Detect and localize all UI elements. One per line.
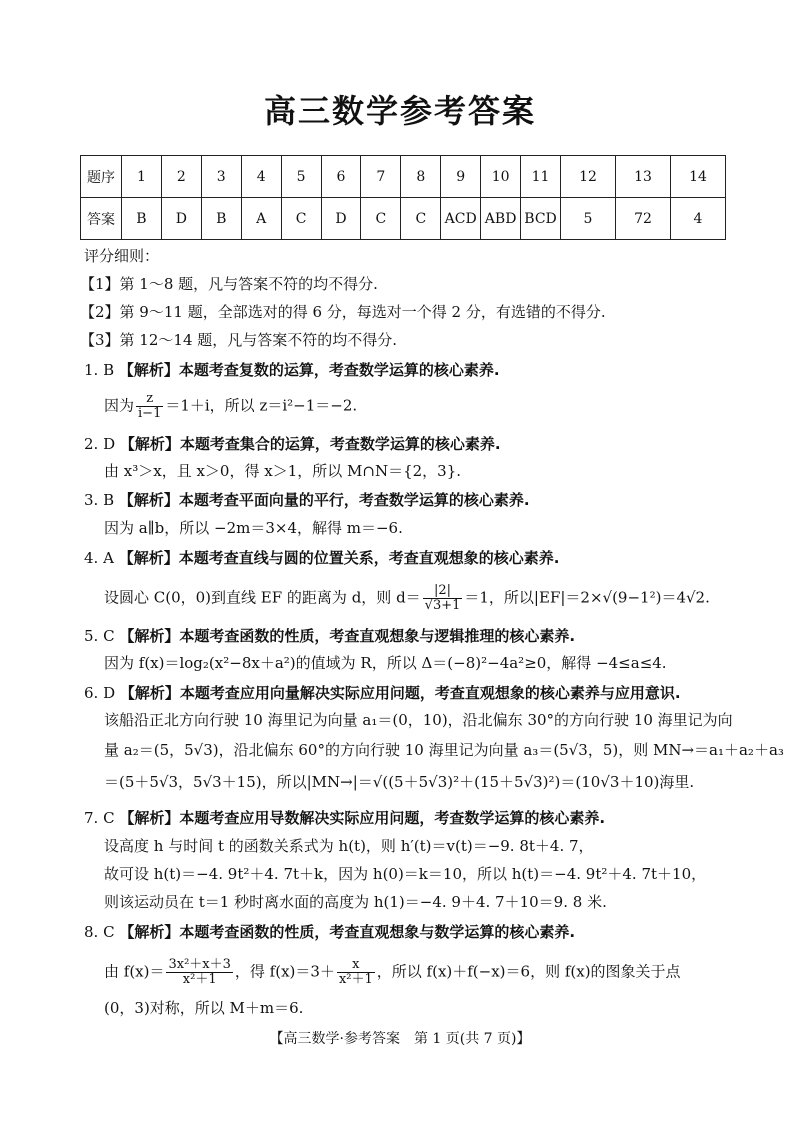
q8-analysis-label: 【解析】本题考查函数的性质，考查直观想象与数学运算的核心素养. — [119, 923, 576, 941]
q5-answer: 5. C — [84, 627, 115, 645]
rule-3: 【3】第 12～14 题，凡与答案不符的均不得分. — [80, 331, 398, 349]
question-number: 10 — [481, 156, 521, 198]
q4-heading — [84, 548, 559, 568]
q3-answer: 3. B — [84, 491, 115, 509]
q1-solution — [104, 392, 357, 421]
q7-solution-line-2: 故可设 h(t)＝−4. 9t²＋4. 7t＋k，因为 h(0)＝k＝10，所以 h(t)＝−4. 9t²＋4. 7t＋10， — [104, 865, 707, 883]
question-number: 2 — [161, 156, 201, 198]
q8-solution-line-2: (0，3)对称，所以 M＋m＝6. — [104, 999, 304, 1017]
q2-analysis-label: 【解析】本题考查集合的运算，考查数学运算的核心素养. — [119, 435, 501, 453]
q2-answer: 2. D — [84, 435, 116, 453]
q1-heading — [84, 360, 500, 380]
rule-1: 【1】第 1～8 题，凡与答案不符的均不得分. — [80, 275, 378, 293]
question-number: 7 — [361, 156, 401, 198]
answer-table — [80, 155, 726, 240]
q6-analysis-label: 【解析】本题考查应用向量解决实际应用问题，考查直观想象的核心素养与应用意识. — [119, 684, 681, 702]
q6-solution-line-3: ＝(5＋5√3，5√3＋15)，所以|MN→|＝√((5＋5√3)²＋(15＋5√3)²)＝(10√3＋10)海里. — [104, 773, 695, 791]
question-number: 12 — [561, 156, 616, 198]
q7-answer: 7. C — [84, 809, 115, 827]
answer-row — [81, 198, 726, 240]
q8-answer: 8. C — [84, 923, 115, 941]
answer-cell: D — [321, 198, 361, 240]
q4-text: 设圆心 C(0，0)到直线 EF 的距离为 d，则 d＝ — [104, 588, 421, 607]
answer-cell: A — [241, 198, 281, 240]
q6-answer: 6. D — [84, 684, 116, 702]
row-header-number: 题序 — [81, 156, 122, 198]
q5-analysis-label: 【解析】本题考查函数的性质，考查直观想象与逻辑推理的核心素养. — [119, 627, 576, 645]
q6-solution-line-1: 该船沿正北方向行驶 10 海里记为向量 a₁＝(0，10)，沿北偏东 30°的方向行驶 10 海里记为向 — [104, 711, 733, 729]
q5-heading — [84, 626, 575, 646]
q4-answer: 4. A — [84, 549, 114, 567]
question-number: 8 — [401, 156, 441, 198]
fraction-denominator: i−1 — [138, 406, 162, 421]
q6-solution-line-2: 量 a₂＝(5，5√3)，沿北偏东 60°的方向行驶 10 海里记为向量 a₃＝(5√3，5)，则 MN→＝a₁＋a₂＋a₃ — [104, 741, 784, 759]
page-title: 高三数学参考答案 — [263, 92, 536, 130]
q3-analysis-label: 【解析】本题考查平面向量的平行，考查数学运算的核心素养. — [118, 491, 530, 509]
question-number-row — [81, 156, 726, 198]
q7-solution-line-1: 设高度 h 与时间 t 的函数关系式为 h(t)，则 h′(t)＝v(t)＝−9. 8t＋4. 7， — [104, 837, 594, 855]
fraction-denominator: √3+1 — [424, 598, 461, 613]
fraction-numerator: x — [337, 958, 375, 973]
question-number: 5 — [281, 156, 321, 198]
question-number: 4 — [241, 156, 281, 198]
q1-text: 因为 — [104, 396, 135, 415]
q4-solution — [104, 584, 710, 613]
rules-heading: 评分细则： — [84, 247, 160, 265]
q2-heading — [84, 434, 501, 454]
q4-analysis-label: 【解析】本题考查直线与圆的位置关系，考查直观想象的核心素养. — [118, 549, 560, 567]
answer-cell: C — [401, 198, 441, 240]
q7-heading — [84, 808, 605, 828]
answer-cell: ABD — [481, 198, 521, 240]
q8-text: 由 f(x)＝ — [104, 962, 165, 981]
question-number: 3 — [201, 156, 241, 198]
q6-heading — [84, 683, 681, 703]
rule-2: 【2】第 9～11 题，全部选对的得 6 分，每选对一个得 2 分，有选错的不得分. — [80, 303, 606, 321]
q8-fraction — [337, 958, 375, 987]
question-number: 6 — [321, 156, 361, 198]
question-number: 11 — [521, 156, 561, 198]
q4-fraction — [423, 584, 463, 613]
q8-fraction — [166, 958, 232, 987]
q4-text: ＝1，所以|EF|＝2×√(9−1²)＝4√2. — [464, 588, 710, 607]
row-header-answer: 答案 — [81, 198, 122, 240]
q7-solution-line-3: 则该运动员在 t＝1 秒时离水面的高度为 h(1)＝−4. 9＋4. 7＋10＝9. 8 米. — [104, 893, 607, 911]
q8-text: ，所以 f(x)＋f(−x)＝6，则 f(x)的图象关于点 — [376, 962, 681, 981]
question-number: 9 — [441, 156, 481, 198]
question-number: 13 — [616, 156, 671, 198]
q5-solution: 因为 f(x)＝log₂(x²−8x＋a²)的值域为 R，所以 Δ＝(−8)²−4a²≥0，解得 −4≤a≤4. — [104, 654, 667, 672]
answer-cell: C — [281, 198, 321, 240]
answer-cell: 4 — [671, 198, 726, 240]
q1-analysis-label: 【解析】本题考查复数的运算，考查数学运算的核心素养. — [118, 361, 500, 379]
q3-heading — [84, 490, 530, 510]
fraction-denominator: x²＋1 — [182, 972, 217, 987]
q1-text: ＝1＋i，所以 z＝i²−1＝−2. — [165, 396, 358, 415]
fraction-numerator: |2| — [423, 584, 463, 599]
q8-solution-line-1 — [104, 958, 681, 987]
fraction-denominator: x²＋1 — [338, 972, 373, 987]
question-number: 14 — [671, 156, 726, 198]
answer-cell: B — [201, 198, 241, 240]
question-number: 1 — [122, 156, 162, 198]
answer-cell: 5 — [561, 198, 616, 240]
q3-solution: 因为 a∥b，所以 −2m＝3×4，解得 m＝−6. — [104, 519, 403, 537]
q2-solution: 由 x³＞x，且 x＞0，得 x＞1，所以 M∩N＝{2，3}. — [104, 462, 462, 480]
answer-cell: C — [361, 198, 401, 240]
q1-fraction — [136, 392, 163, 421]
q7-analysis-label: 【解析】本题考查应用导数解决实际应用问题，考查数学运算的核心素养. — [119, 809, 606, 827]
page-footer: 【高三数学·参考答案 第 1 页(共 7 页)】 — [269, 1031, 531, 1047]
q8-heading — [84, 922, 575, 942]
answer-cell: ACD — [441, 198, 481, 240]
q8-text: ，得 f(x)＝3＋ — [234, 962, 335, 981]
fraction-numerator: 3x²＋x＋3 — [168, 957, 231, 972]
answer-cell: D — [161, 198, 201, 240]
fraction-numerator: z — [136, 392, 163, 407]
q1-answer: 1. B — [84, 361, 115, 379]
answer-cell: BCD — [521, 198, 561, 240]
answer-cell: B — [122, 198, 162, 240]
answer-cell: 72 — [616, 198, 671, 240]
